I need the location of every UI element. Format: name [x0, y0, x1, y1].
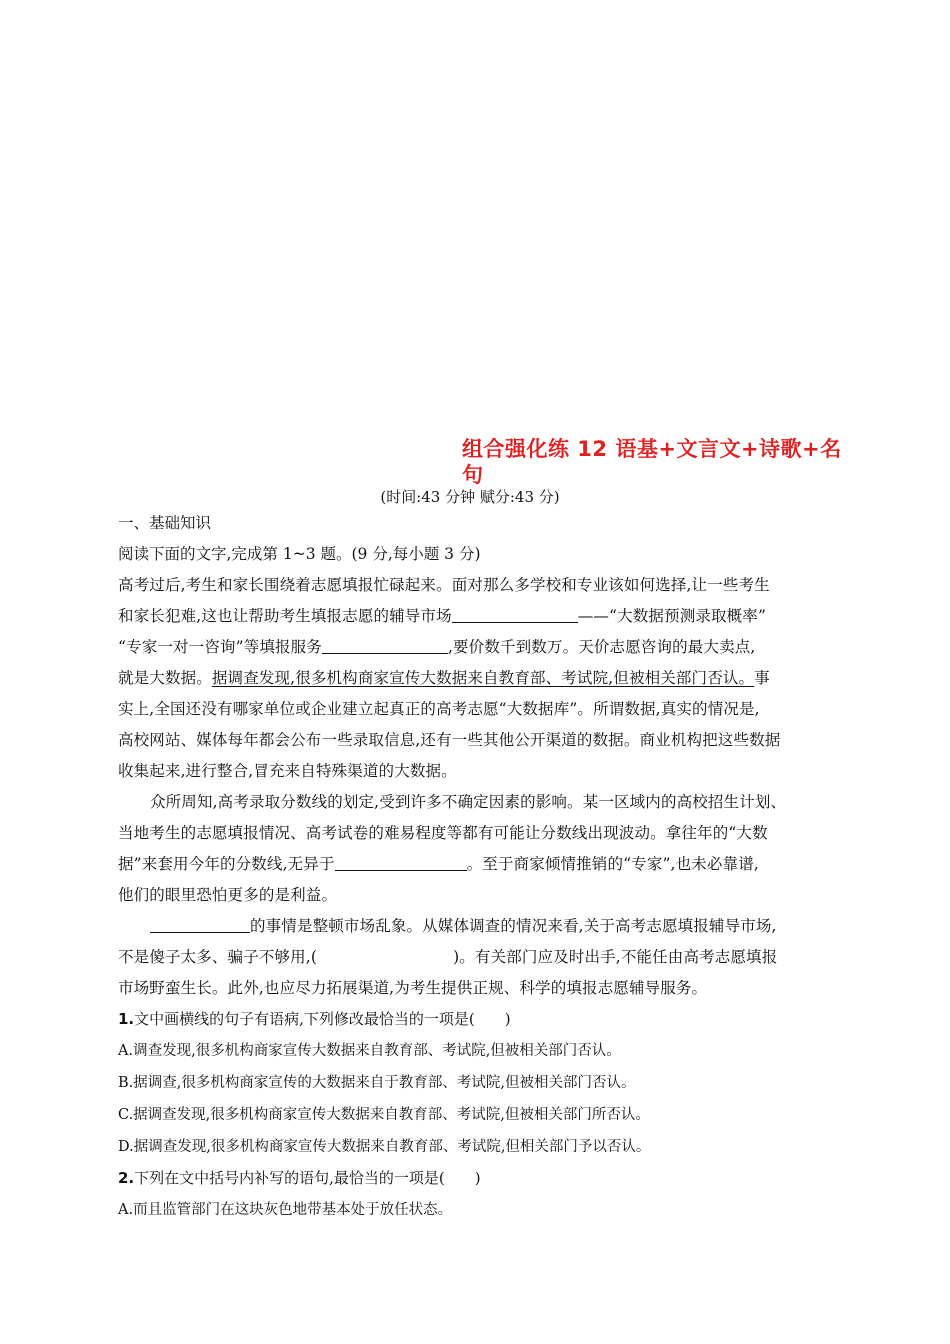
passage-text: )。有关部门应及时出手,不能任由高考志愿填报	[453, 948, 778, 966]
passage-line	[118, 849, 836, 880]
passage-line	[118, 663, 836, 694]
question-2	[118, 1163, 836, 1226]
passage-paragraph-3	[118, 911, 836, 1004]
question-text: 文中画横线的句子有语病,下列修改最恰当的一项是( )	[134, 1010, 511, 1028]
option-d[interactable]: D.据调查发现,很多机构商家宣传大数据来自教育部、考试院,但相关部门予以否认。	[118, 1139, 651, 1155]
fill-blank-1[interactable]	[452, 604, 578, 623]
option-c[interactable]: C.据调查发现,很多机构商家宣传大数据来自教育部、考试院,但被相关部门所否认。	[118, 1107, 650, 1123]
passage-line: 当地考生的志愿填报情况、高考试卷的难易程度等都有可能让分数线出现波动。拿往年的“大数	[118, 824, 768, 842]
passage-paragraph-2	[118, 787, 836, 911]
question-number: 1.	[118, 1010, 135, 1028]
fill-blank-4[interactable]	[150, 914, 250, 933]
option-b[interactable]: B.据调查,很多机构商家宣传的大数据来自于教育部、考试院,但被相关部门否认。	[118, 1075, 636, 1091]
question-number: 2.	[118, 1169, 135, 1187]
title-line-2: 句	[462, 463, 484, 487]
passage-text: 和家长犯难,这也让帮助考生填报志愿的辅导市场	[118, 607, 452, 625]
question-stem	[118, 1004, 836, 1035]
passage-text: ——“大数据预测录取概率”	[577, 607, 767, 625]
passage-line	[118, 911, 836, 942]
section-heading: 一、基础知识	[118, 514, 212, 532]
time-and-score: (时间:43 分钟 赋分:43 分)	[380, 488, 560, 506]
passage-text: 。至于商家倾情推销的“专家”,也未必靠谱,	[466, 855, 759, 873]
passage-line: 众所周知,高考录取分数线的划定,受到许多不确定因素的影响。某一区域内的高校招生计划、	[150, 793, 787, 811]
option-a[interactable]: A.而且监管部门在这块灰色地带基本处于放任状态。	[118, 1202, 453, 1218]
passage-line	[118, 601, 836, 632]
title-line-1: 组合强化练 12 语基+文言文+诗歌+名	[462, 437, 842, 461]
option-a[interactable]: A.调查发现,很多机构商家宣传大数据来自教育部、考试院,但被相关部门否认。	[118, 1043, 621, 1059]
exam-info	[0, 486, 950, 507]
passage-line: 收集起来,进行整合,冒充来自特殊渠道的大数据。	[118, 762, 457, 780]
fill-blank-3[interactable]	[335, 852, 467, 871]
passage-line: 市场野蛮生长。此外,也应尽力拓展渠道,为考生提供正规、科学的填报志愿辅导服务。	[118, 979, 708, 997]
page-title	[462, 436, 862, 488]
passage-text: 不是傻子太多、骗子不够用,(	[118, 948, 318, 966]
passage-line	[118, 942, 836, 973]
question-1	[118, 1004, 836, 1163]
reading-instruction: 阅读下面的文字,完成第 1~3 题。(9 分,每小题 3 分)	[118, 545, 481, 563]
content	[118, 508, 836, 1226]
passage-text: ,要价数千到数万。天价志愿咨询的最大卖点,	[447, 638, 756, 656]
passage-line	[118, 632, 836, 663]
passage-paragraph-1	[118, 570, 836, 787]
passage-line: 他们的眼里恐怕更多的是利益。	[118, 886, 338, 904]
passage-text: 就是大数据。	[118, 669, 212, 687]
passage-text: 的事情是整顿市场乱象。从媒体调查的情况来看,关于高考志愿填报辅导市场,	[250, 917, 777, 935]
passage-text: “专家一对一咨询”等填报服务	[118, 638, 322, 656]
passage-text: 事	[754, 669, 770, 687]
passage-line: 实上,全国还没有哪家单位或企业建立起真正的高考志愿“大数据库”。所谓数据,真实的情况是,	[118, 700, 760, 718]
question-text: 下列在文中括号内补写的语句,最恰当的一项是( )	[134, 1169, 481, 1187]
question-stem	[118, 1163, 836, 1194]
passage-line: 高考过后,考生和家长围绕着志愿填报忙碌起来。面对那么多学校和专业该如何选择,让一些考生	[118, 576, 770, 594]
passage-text: 据”来套用今年的分数线,无异于	[118, 855, 335, 873]
passage-line: 高校网站、媒体每年都会公布一些录取信息,还有一些其他公开渠道的数据。商业机构把这些数据	[118, 731, 781, 749]
underlined-sentence: 据调查发现,很多机构商家宣传大数据来自教育部、考试院,但被相关部门否认。	[211, 669, 755, 687]
fill-blank-2[interactable]	[322, 635, 448, 654]
